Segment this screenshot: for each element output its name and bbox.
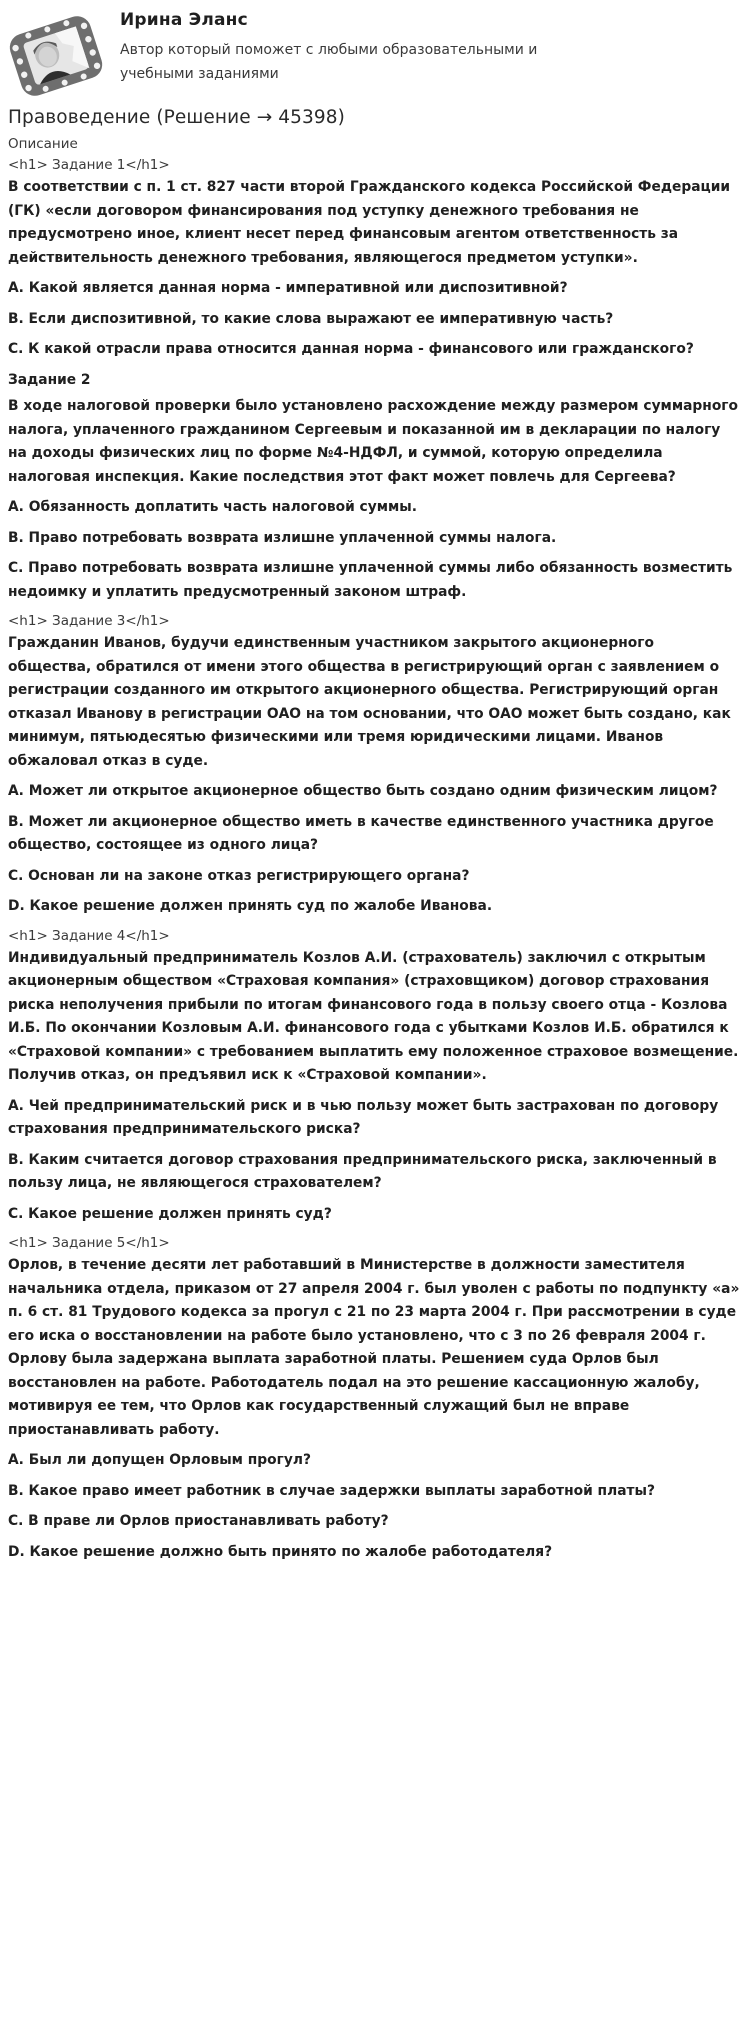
task-1: [8, 154, 741, 362]
author-name[interactable]: Ирина Эланс: [120, 10, 248, 30]
task-text: Индивидуальный предприниматель Козлов А.И. (страхователь) заключил с открытым акционерным обществом «Страховая компания» (страховщиком) договор страхования риска неполучения прибыли по итогам финансового года в пользу своего отца - Козлова И.Б. По окончании Козловым А.И. финансового года с убытками Козлов И.Б. обратился к «Страховой компании» с требованием выплатить ему положенное страховое возмещение. Получив отказ, он предъявил иск к «Страховой компании».: [8, 949, 739, 1083]
task-heading: <h1> Задание 5</h1>: [8, 1235, 170, 1251]
task-4: [8, 925, 741, 1227]
question-c: С. В праве ли Орлов приостанавливать работу?: [8, 1513, 389, 1529]
task-text: Гражданин Иванов, будучи единственным участником закрытого акционерного общества, обратился от имени этого общества в регистрирующий орган с заявлением о регистрации созданного им открытого акционерного общества. Регистрирующий орган отказал Иванову в регистрации ОАО на том основании, что ОАО может быть создано, как минимум, пятьюдесятью физическими или тремя юридическими лицами. Иванов обжаловал отказ в суде.: [8, 635, 731, 769]
author-description: Автор который поможет с любыми образовательными и учебными заданиями: [120, 42, 538, 82]
page-title: Правоведение (Решение → 45398): [8, 107, 345, 128]
task-heading: <h1> Задание 4</h1>: [8, 927, 170, 944]
task-heading: <h1> Задание 1</h1>: [8, 157, 170, 173]
author-info: [120, 4, 560, 86]
question-c: С. Основан ли на законе отказ регистрирующего органа?: [8, 867, 470, 884]
author-card: [8, 0, 741, 98]
question-a: А. Был ли допущен Орловым прогул?: [8, 1452, 311, 1468]
question-a: А. Может ли открытое акционерное общество быть создано одним физическим лицом?: [8, 783, 718, 799]
description-label: Описание: [8, 136, 78, 152]
question-d: D. Какое решение должен принять суд по жалобе Иванова.: [8, 898, 493, 914]
question-c: С. К какой отрасли права относится данная норма - финансового или гражданского?: [8, 341, 694, 357]
task-2: [8, 369, 741, 605]
task-3: [8, 610, 741, 919]
task-heading: <h1> Задание 3</h1>: [8, 613, 170, 629]
question-b: В. Право потребовать возврата излишне уплаченной суммы налога.: [8, 529, 557, 546]
question-c: С. Право потребовать возврата излишне уплаченной суммы либо обязанность возместить недоимку и уплатить предусмотренный законом штраф.: [8, 560, 733, 600]
task-5: [8, 1232, 741, 1564]
question-a: А. Чей предпринимательский риск и в чью пользу может быть застрахован по договору страхования предпринимательского риска?: [8, 1097, 719, 1137]
question-b: В. Какое право имеет работник в случае задержки выплаты заработной платы?: [8, 1482, 655, 1499]
question-d: D. Какое решение должно быть принято по жалобе работодателя?: [8, 1543, 553, 1560]
avatar: [6, 6, 106, 106]
question-a: А. Обязанность доплатить часть налоговой суммы.: [8, 499, 417, 515]
task-text: Орлов, в течение десяти лет работавший в Министерстве в должности заместителя начальника отдела, приказом от 27 апреля 2004 г. был уволен с работы по подпункту «а» п. 6 ст. 81 Трудового кодекса за прогул с 21 по 23 марта 2004 г. При рассмотрении в суде его иска о восстановлении на работе было установлено, что с 3 по 26 февраля 2004 г. Орлову была задержана выплата заработной платы. Решением суда Орлов был восстановлен на работе. Работодатель подал на это решение кассационную жалобу, мотивируя ее тем, что Орлов как государственный служащий был не вправе приостанавливать работу.: [8, 1257, 740, 1438]
question-c: С. Какое решение должен принять суд?: [8, 1205, 332, 1222]
question-b: В. Если диспозитивной, то какие слова выражают ее императивную часть?: [8, 310, 614, 327]
task-text: В соответствии с п. 1 ст. 827 части второй Гражданского кодекса Российской Федерации (ГК) «если договором финансирования под уступку денежного требования не предусмотрено иное, клиент несет перед финансовым агентом ответственность за действительность денежного требования, являющегося предметом уступки».: [8, 179, 731, 266]
question-b: В. Каким считается договор страхования предпринимательского риска, заключенный в пользу лица, не являющегося страхователем?: [8, 1151, 717, 1191]
question-a: А. Какой является данная норма - императивной или диспозитивной?: [8, 280, 568, 296]
question-b: В. Может ли акционерное общество иметь в качестве единственного участника другое общество, состоящее из одного лица?: [8, 813, 714, 853]
task-text: В ходе налоговой проверки было установлено расхождение между размером суммарного налога, уплаченного гражданином Сергеевым и показанной им в декларации по налогу на доходы физических лиц по форме №4-НДФЛ, и суммой, которую определила налоговая инспекция. Какие последствия этот факт может повлечь для Сергеева?: [8, 398, 738, 485]
task-heading: Задание 2: [8, 371, 91, 388]
